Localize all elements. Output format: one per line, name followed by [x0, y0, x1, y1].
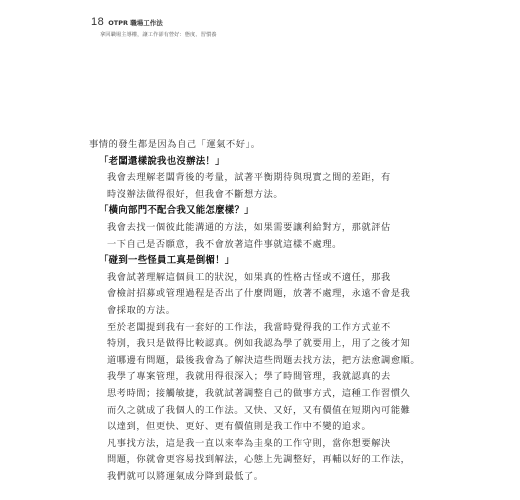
text-line: 凡事找方法，這是我一直以來奉為圭臬的工作守則，當你想要解決 — [107, 437, 391, 449]
paragraph-boss — [89, 170, 419, 203]
text-line: 問題，你就會更容易找到解法，心態上先調整好，再輔以好的工作法， — [107, 454, 411, 466]
text-line: 一下自己是否願意，我不會放著這件事就這樣不處理。 — [107, 238, 342, 250]
text-line: 我學了專案管理，我就用得很深入；學了時間管理，我就認真的去 — [107, 371, 391, 383]
text-line: 我會試著理解這個員工的狀況，如果真的性格古怪或不適任，那我 — [107, 271, 391, 283]
paragraph-learning — [89, 369, 419, 435]
text-line: 道哪邊有問題，最後我會為了解決這些問題去找方法，把方法愈調愈順。 — [107, 354, 421, 366]
section-heading-boss: 「老闆還樣說我也沒辦法！」 — [99, 155, 225, 167]
text-line: 特別，我只是做得比較認真。例如我認為學了就要用上，用了之後才知 — [107, 338, 411, 350]
text-line: 我會去找一個彼此能溝通的方法，如果需要讓利給對方，那就評估 — [107, 221, 391, 233]
section-heading-department: 「橫向部門不配合我又能怎麼樣？」 — [99, 205, 254, 217]
text-line: 事情的發生都是因為自己「運氣不好」。 — [89, 139, 261, 150]
text-line: 思考時間；接觸敏捷，我就試著調整自己的做事方式，這種工作習慣久 — [107, 387, 411, 399]
paragraph-intro — [89, 137, 419, 154]
paragraph-employee — [89, 270, 419, 320]
text-line: 至於老闆提到我有一套好的工作法，我當時覺得我的工作方式並不 — [107, 321, 391, 333]
paragraph-conclusion — [89, 436, 419, 486]
page-number: 18 — [91, 16, 105, 28]
text-line: 我會去理解老闆背後的考量，試著平衡期待與現實之間的差距，有 — [107, 172, 391, 184]
series-subtitle: 拿回職場主導權，讓工作卻有營好：態度、習慣養 — [100, 32, 217, 38]
page-body — [89, 137, 419, 485]
text-line: 我們就可以將運氣成分降到最低了。 — [107, 470, 264, 482]
series-title: OTPR 職場工作法 — [108, 19, 163, 27]
text-line: 時沒辦法做得很好，但我會不斷想方法。 — [107, 188, 284, 200]
header-row — [91, 16, 421, 29]
text-line: 會檢討招募或管理過程是否出了什麼問題，放著不處理，永遠不會是我 — [107, 288, 411, 300]
paragraph-work-method — [89, 320, 419, 370]
page-header — [91, 16, 421, 38]
paragraph-department — [89, 220, 419, 253]
section-heading-employee: 「碰到一些怪員工真是倒楣！」 — [99, 255, 235, 267]
text-line: 以達到，但更快、更好、更有價值則是我工作中不變的追求。 — [107, 421, 372, 433]
text-line: 而久之就成了我個人的工作法。又快、又好，又有價值在短期內可能難 — [107, 404, 411, 416]
text-line: 會採取的方法。 — [107, 304, 176, 316]
